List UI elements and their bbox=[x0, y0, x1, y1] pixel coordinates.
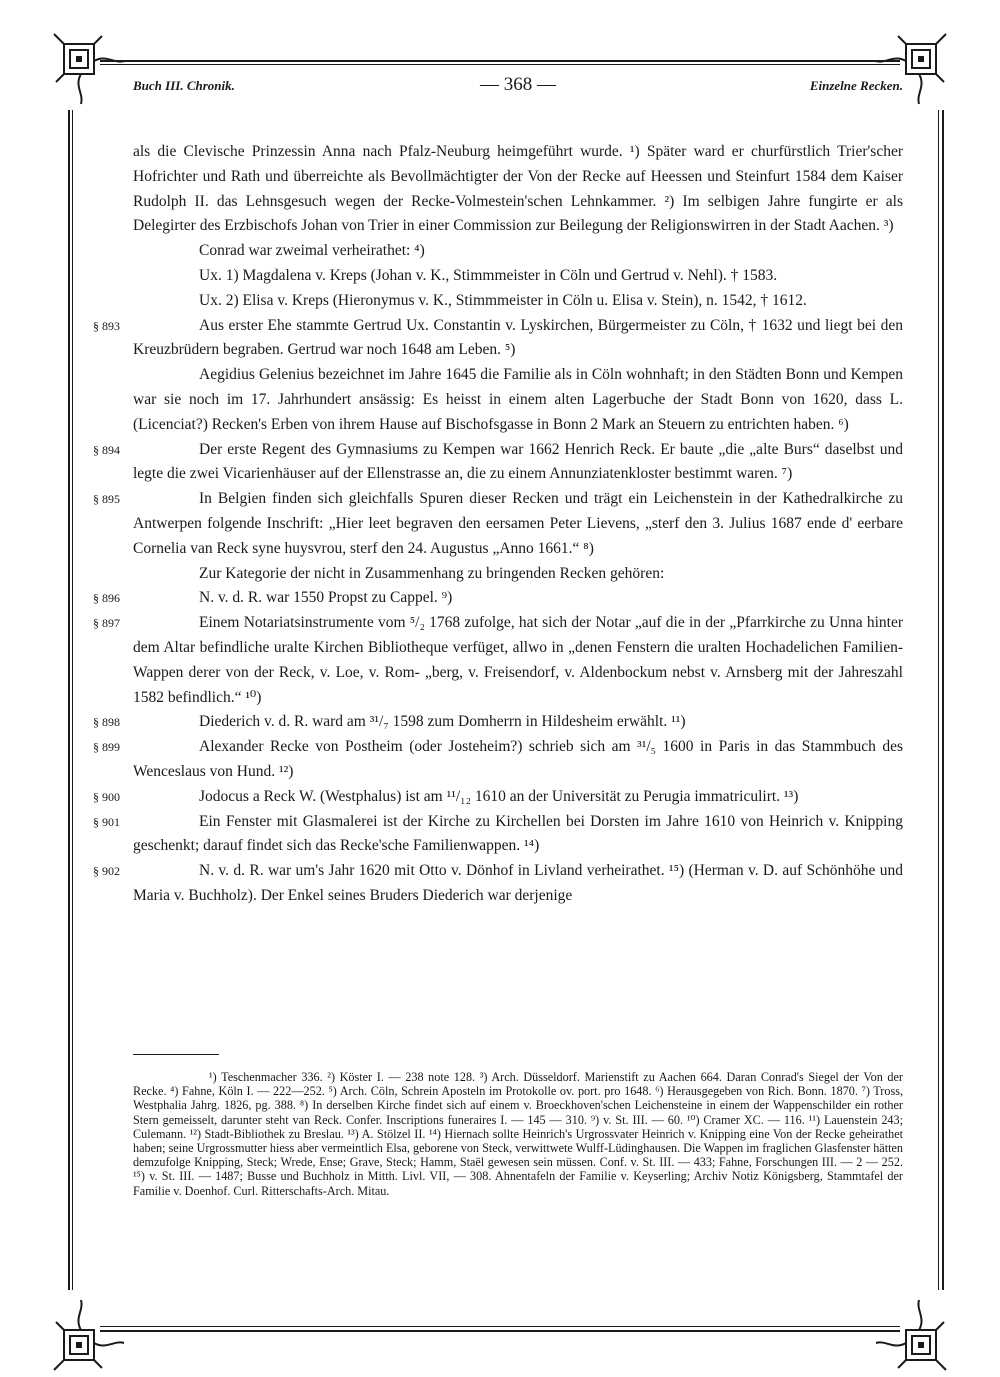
footnote-divider bbox=[133, 1054, 219, 1055]
section-897 bbox=[93, 611, 903, 710]
section-896 bbox=[93, 586, 903, 611]
section-number: § 901 bbox=[93, 814, 120, 829]
frame-border-top-inner bbox=[100, 64, 900, 65]
frame-border-right bbox=[942, 110, 944, 1290]
section-901 bbox=[93, 810, 903, 860]
footnotes bbox=[133, 1070, 903, 1198]
paragraph: Jodocus a Reck W. (Westphalus) ist am ¹¹/₁₂ 1610 an der Universität zu Perugia immatriculirt. ¹³) bbox=[199, 787, 799, 805]
section-number: § 902 bbox=[93, 864, 120, 879]
corner-ornament-icon bbox=[50, 30, 126, 106]
frame-border-bottom-inner bbox=[100, 1326, 900, 1327]
section-number: § 893 bbox=[93, 318, 120, 333]
section-number: § 895 bbox=[93, 492, 120, 507]
paragraph: Aegidius Gelenius bezeichnet im Jahre 1645 die Familie als in Cöln wohnhaft; in den Städten Bonn und Kempen war sie noch im 17. Jahrhundert ansässig: Es heisst in einem alten Lagerbuche der Stadt Bonn von 1620, dass L. (Licenciat?) Recken's Erben von ihrem Hause auf Bischofsgasse in Bonn 2 Mark an Steuern zu entrichten haben. ⁶) bbox=[133, 366, 903, 433]
paragraph: Diederich v. d. R. ward am ³¹/₇ 1598 zum Domherrn in Hildesheim erwählt. ¹¹) bbox=[199, 713, 686, 731]
paragraph: N. v. d. R. war um's Jahr 1620 mit Otto v. Dönhof in Livland verheirathet. ¹⁵) (Herman v. D. auf Schönhöhe und Maria v. Buchholz). Der Enkel seines Bruders Diederich war derjenige bbox=[133, 862, 903, 904]
corner-ornament-icon bbox=[874, 1298, 950, 1374]
header-book-title: Buch III. Chronik. bbox=[133, 78, 235, 93]
paragraph: als die Clevische Prinzessin Anna nach Pfalz-Neuburg heimgeführt wurde. ¹) Später ward er churfürstlich Trier'scher Hofrichter und Rath und überreichte als Bevollmächtigter der Von der Recke auf Heessen und Steinfurt 1584 dem Kaiser Rudolph II. das Lehnsgesuch wegen der Recke-Volmestein'schen Lehnkammer. ²) Im selbigen Jahre fungirte er als Delegirter des Erzbischofs Johan von Trier in einer Commission zur Beilegung der Religionswirren in der Stadt Aachen. ³) bbox=[133, 143, 903, 235]
marriage-entry: Ux. 2) Elisa v. Kreps (Hieronymus v. K., Stimmmeister in Cöln u. Elisa v. Stein), n. 1542, † 1612. bbox=[199, 291, 807, 309]
section-number: § 898 bbox=[93, 715, 120, 730]
footnote-text: ¹) Teschenmacher 336. ²) Köster I. — 238 note 128. ³) Arch. Düsseldorf. Marienstift zu Aachen 664. Daran Conrad's Siegel der Von der Recke. ⁴) Fahne, Köln I. — 222—252. ⁵) Arch. Cöln, Schrein Aposteln im Protokolle ov. port. pro 1648. ⁶) Herausgegeben von Rich. Bonn. 1870. ⁷) Tross, Westphalia Jahrg. 1826, pg. 388. ⁸) In derselben Kirche findet sich auf einem v. Broeckhoven'schen Leichensteine in einem der Wappenschilder ein rother Stern gemeisselt, darunter steht van Reck. Confer. Inscriptions funeraires I. — 145 — 310. ⁹) v. St. III. — 60. ¹⁰) Cramer XC. — 116. ¹¹) Lauenstein 243; Culemann. ¹²) Stadt-Bibliothek zu Breslau. ¹³) A. Stölzel II. ¹⁴) Hiernach sollte Heinrich's Urgrossvater Heinrich v. Knipping eine Von der Recke geheirathet haben; seine Urgrossmutter hiess aber vermeintlich Elsa, geborene von Steck, verwittwete Wulff-Lüdinghausen. Die Wappen im fraglichen Glasfenster hätten demzufolge Knipping, Steck; Wrede, Ense; Grave, Steck; Hamm, Staël gewesen sein müssen. Conf. v. St. III. — 433; Fahne, Forschungen III. — 2 — 252. ¹⁵) v. St. III. — 1487; Busse und Buchholz in Mitth. Livl. VII, — 308. Ahnentafeln der Familie v. Keyserling; Archiv Notiz Königsberg, Stammtafel der Familie v. Doenhof. Curl. Ritterschafts-Arch. Mitau. bbox=[133, 1070, 903, 1198]
frame-border-bottom bbox=[100, 1330, 900, 1332]
frame-border-left bbox=[68, 110, 70, 1290]
section-898 bbox=[93, 710, 903, 735]
page-number: — 368 — bbox=[480, 74, 556, 95]
section-number: § 897 bbox=[93, 616, 120, 631]
section-900 bbox=[93, 785, 903, 810]
section-number: § 894 bbox=[93, 442, 120, 457]
frame-border-left-inner bbox=[72, 110, 73, 1290]
section-number: § 896 bbox=[93, 591, 120, 606]
section-number: § 900 bbox=[93, 789, 120, 804]
section-894 bbox=[93, 438, 903, 488]
section-902 bbox=[93, 859, 903, 909]
header-section-title: Einzelne Recken. bbox=[809, 78, 903, 93]
frame-border-top bbox=[100, 60, 900, 62]
section-899 bbox=[93, 735, 903, 785]
paragraph: Der erste Regent des Gymnasiums zu Kempen war 1662 Henrich Reck. Er baute „die „alte Burs“ daselbst und legte die zwei Vicarienhäuser auf der Ellenstrasse an, die zu einem Annunziatenkloster bestimmt waren. ⁷) bbox=[133, 440, 903, 483]
paragraph: Conrad war zweimal verheirathet: ⁴) bbox=[199, 242, 425, 260]
section-number: § 899 bbox=[93, 740, 120, 755]
paragraph: Ein Fenster mit Glasmalerei ist der Kirche zu Kirchellen bei Dorsten im Jahre 1610 von Heinrich v. Knipping geschenkt; darauf findet sich das Recke'sche Familienwappen. ¹⁴) bbox=[133, 812, 903, 855]
paragraph: N. v. d. R. war 1550 Propst zu Cappel. ⁹) bbox=[199, 589, 453, 607]
paragraph: Alexander Recke von Postheim (oder Josteheim?) schrieb sich am ³¹/₅ 1600 in Paris in das Stammbuch des Wenceslaus von Hund. ¹²) bbox=[133, 738, 903, 780]
marriage-entry: Ux. 1) Magdalena v. Kreps (Johan v. K., Stimmmeister in Cöln und Gertrud v. Nehl). † 1583. bbox=[199, 266, 778, 284]
paragraph: Zur Kategorie der nicht in Zusammenhang zu bringenden Recken gehören: bbox=[199, 564, 665, 582]
page-header bbox=[133, 74, 903, 100]
section-895 bbox=[93, 487, 903, 561]
main-text bbox=[93, 140, 903, 909]
paragraph: In Belgien finden sich gleichfalls Spuren dieser Recken und trägt ein Leichenstein in der Kathedralkirche zu Antwerpen folgende Inschrift: „Hier leet begraven den eersamen Peter Lievens, „sterf den 3. Julius 1687 ende d' eerbare Cornelia van Reck syne huysvrou, sterf den 24. Augustus „Anno 1661.“ ⁸) bbox=[133, 490, 903, 557]
paragraph: Aus erster Ehe stammte Gertrud Ux. Constantin v. Lyskirchen, Bürgermeister zu Cöln, † 1632 und liegt bei den Kreuzbrüdern begraben. Gertrud war noch 1648 am Leben. ⁵) bbox=[133, 316, 903, 359]
section-893 bbox=[93, 314, 903, 364]
paragraph: Einem Notariatsinstrumente vom ⁵/₂ 1768 zufolge, hat sich der Notar „auf die in der „Pfarrkirche zu Unna hinter dem Altar befindliche uralte Kirchen Bibliotheque verfüget, allwo in „denen Fenstern die uralten Hochadelichen Familien-Wappen derer von der Reck, v. Loe, v. Rom- „berg, v. Freisendorf, v. Aldenbockum nebst v. Arnsberg mit der Jahreszahl 1582 befindlich.“ ¹⁰) bbox=[133, 614, 903, 706]
corner-ornament-icon bbox=[50, 1298, 126, 1374]
frame-border-right-inner bbox=[938, 110, 939, 1290]
